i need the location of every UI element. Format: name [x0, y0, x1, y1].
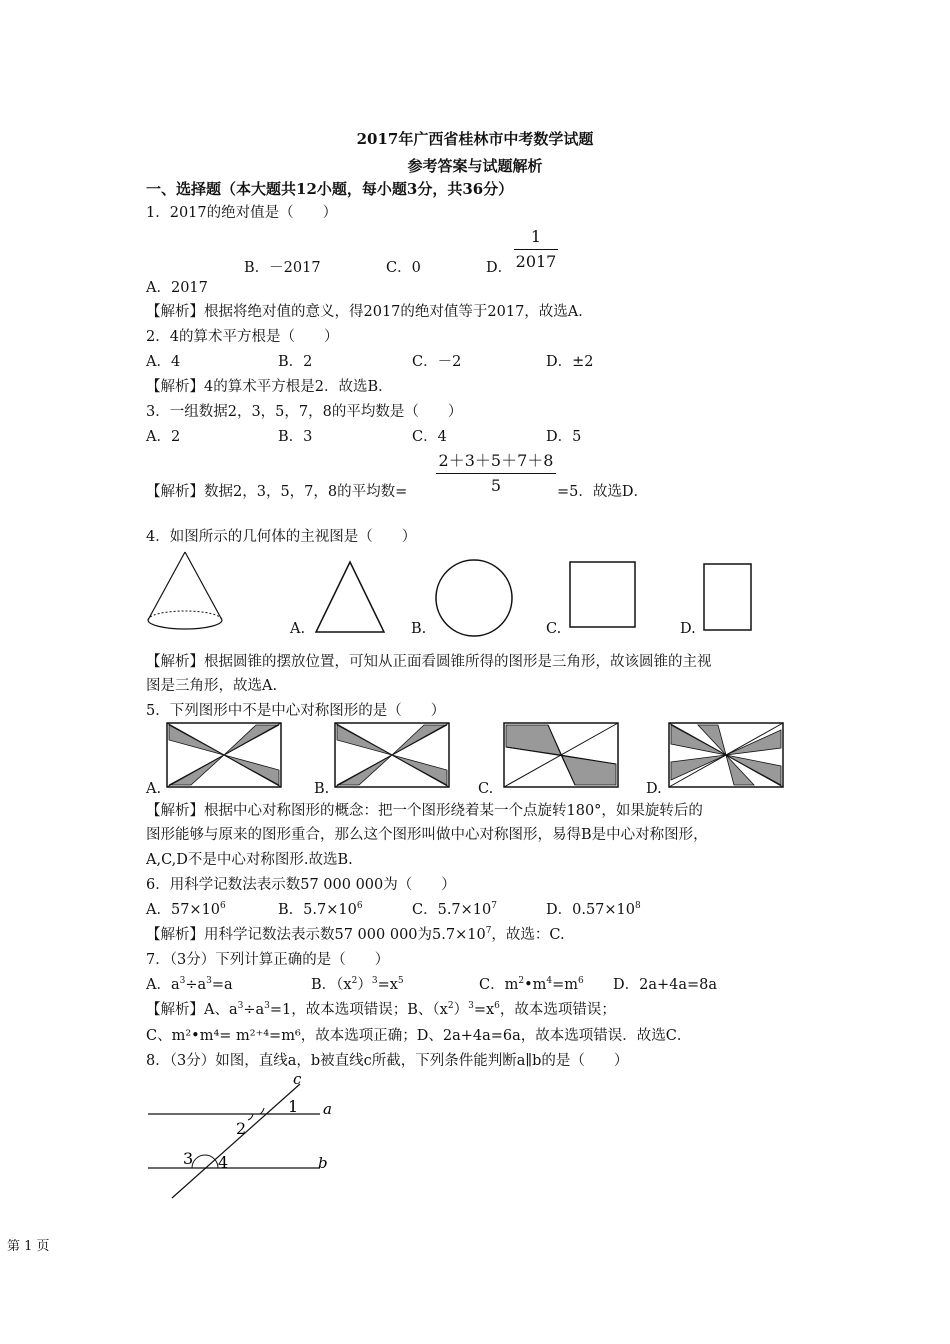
- q3-option-c: C．4: [412, 429, 447, 445]
- q4-cone-figure: [140, 548, 240, 638]
- q4-label-d: D.: [680, 621, 696, 637]
- q8-label-c: c: [293, 1070, 302, 1088]
- q5-label-a: A.: [146, 781, 162, 797]
- q3-option-d: D．5: [546, 429, 582, 445]
- q3-stem: 3．一组数据2，3，5，7，8的平均数是（ ）: [146, 404, 463, 420]
- q1-option-c: C．0: [386, 260, 421, 276]
- q2-analysis: 【解析】4的算术平方根是2．故选B．: [146, 379, 393, 395]
- doc-subtitle: 参考答案与试题解析: [407, 157, 543, 175]
- q4-triangle-option: [310, 560, 390, 635]
- q5-analysis-line1: 【解析】根据中心对称图形的概念：把一个图形绕着某一个点旋转180°，如果旋转后的: [146, 803, 703, 819]
- q4-analysis-line2: 图是三角形，故选A.: [146, 678, 278, 694]
- q5-figure-c: [503, 722, 621, 790]
- q4-rectangle-option: [702, 562, 752, 632]
- doc-title: 2017年广西省桂林市中考数学试题: [356, 130, 594, 148]
- q8-label-b: b: [318, 1154, 328, 1172]
- q4-label-b: B.: [411, 621, 427, 637]
- q4-stem: 4．如图所示的几何体的主视图是（ ）: [146, 529, 417, 545]
- q1-fraction: [514, 228, 558, 271]
- q5-label-b: B.: [314, 781, 330, 797]
- q1-option-d: D．: [486, 260, 513, 276]
- q7-option-a: A．$a^3\div a^3=a$: [146, 976, 233, 993]
- q8-stem: 8．（3分）如图，直线a，b被直线c所截，下列条件能判断a∥b的是（ ）: [146, 1053, 629, 1069]
- q1-option-b: B．－2017: [244, 260, 321, 276]
- q8-label-2: 2: [236, 1119, 247, 1138]
- q3-analysis-pre: 【解析】数据2，3，5，7，8的平均数=: [146, 484, 408, 500]
- q2-stem: 2．4的算术平方根是（ ）: [146, 329, 339, 345]
- q6-stem: 6．用科学记数法表示数57 000 000为（ ）: [146, 877, 456, 893]
- q5-figure-b: [334, 722, 452, 790]
- q5-figure-d: [668, 722, 786, 790]
- q3-analysis-post: =5．故选D．: [557, 484, 648, 500]
- q6-option-b: B．$5.7\times 10^6$: [278, 901, 363, 918]
- q3-fraction-num: 2＋3＋5＋7＋8: [438, 451, 554, 470]
- q4-label-a: A.: [290, 621, 306, 637]
- q4-circle-option: [434, 558, 514, 638]
- section-heading: 一、选择题（本大题共12小题，每小题3分，共36分）: [146, 180, 514, 198]
- q5-stem: 5．下列图形中不是中心对称图形的是（ ）: [146, 703, 446, 719]
- q8-parallel-lines-figure: [140, 1070, 340, 1205]
- q2-option-c: C．－2: [412, 354, 462, 370]
- q4-analysis-line1: 【解析】根据圆锥的摆放位置，可知从正面看圆锥所得的图形是三角形，故该圆锥的主视: [146, 654, 712, 670]
- q3-fraction-den: 5: [490, 476, 502, 495]
- q6-option-a: A．$57\times 10^6$: [146, 901, 226, 918]
- q3-option-a: A．2: [146, 429, 181, 445]
- q2-option-d: D．±2: [546, 354, 594, 370]
- q6-analysis: 【解析】用科学记数法表示数57 000 000为$5.7\times 10^7$，故选：C.: [146, 926, 565, 943]
- q1-option-a: A．2017: [146, 280, 208, 296]
- q8-label-3: 3: [183, 1149, 194, 1168]
- q1-stem: 1．2017的绝对值是（ ）: [146, 205, 338, 221]
- q5-analysis-line2: 图形能够与原来的图形重合，那么这个图形叫做中心对称图形，易得B是中心对称图形，: [146, 827, 708, 843]
- q5-analysis-line3: A,C,D不是中心对称图形.故选B.: [146, 852, 353, 868]
- q8-label-1: 1: [288, 1097, 299, 1116]
- page-number: 第 1 页: [7, 1239, 50, 1254]
- q4-label-c: C.: [546, 621, 562, 637]
- q8-label-4: 4: [218, 1153, 229, 1172]
- q3-fraction: [436, 452, 556, 495]
- q4-square-option: [568, 560, 638, 630]
- q6-option-c: C．$5.7\times 10^7$: [412, 901, 497, 918]
- q7-option-c: C．$m^2•m^4=m^6$: [479, 976, 584, 993]
- q7-analysis-line2: C、m²•m⁴= m²⁺⁴=m⁶，故本选项正确；D、2a+4a=6a，故本选项错误．故选C．: [146, 1028, 692, 1044]
- q5-label-d: D.: [646, 781, 662, 797]
- q3-option-b: B．3: [278, 429, 313, 445]
- q6-option-d: D．$0.57\times 10^8$: [546, 901, 641, 918]
- q2-option-a: A．4: [146, 354, 181, 370]
- q7-option-d: D．2a+4a=8a: [613, 977, 718, 993]
- q5-figure-a: [166, 722, 284, 790]
- q1-fraction-den: 2017: [515, 252, 557, 271]
- q7-stem: 7．（3分）下列计算正确的是（ ）: [146, 952, 390, 968]
- q2-option-b: B．2: [278, 354, 313, 370]
- q7-analysis-line1: 【解析】A、$a^3\div a^3=1$，故本选项错误；B、$(x^2)^3=x^6$，故本选项错误；: [146, 1001, 616, 1018]
- q1-fraction-num: 1: [530, 227, 542, 246]
- q7-option-b: B．$(x^2)^3=x^5$: [311, 976, 404, 993]
- q8-label-a: a: [323, 1100, 332, 1118]
- q1-analysis: 【解析】根据将绝对值的意义，得2017的绝对值等于2017，故选A．: [146, 304, 593, 320]
- q5-label-c: C.: [478, 781, 494, 797]
